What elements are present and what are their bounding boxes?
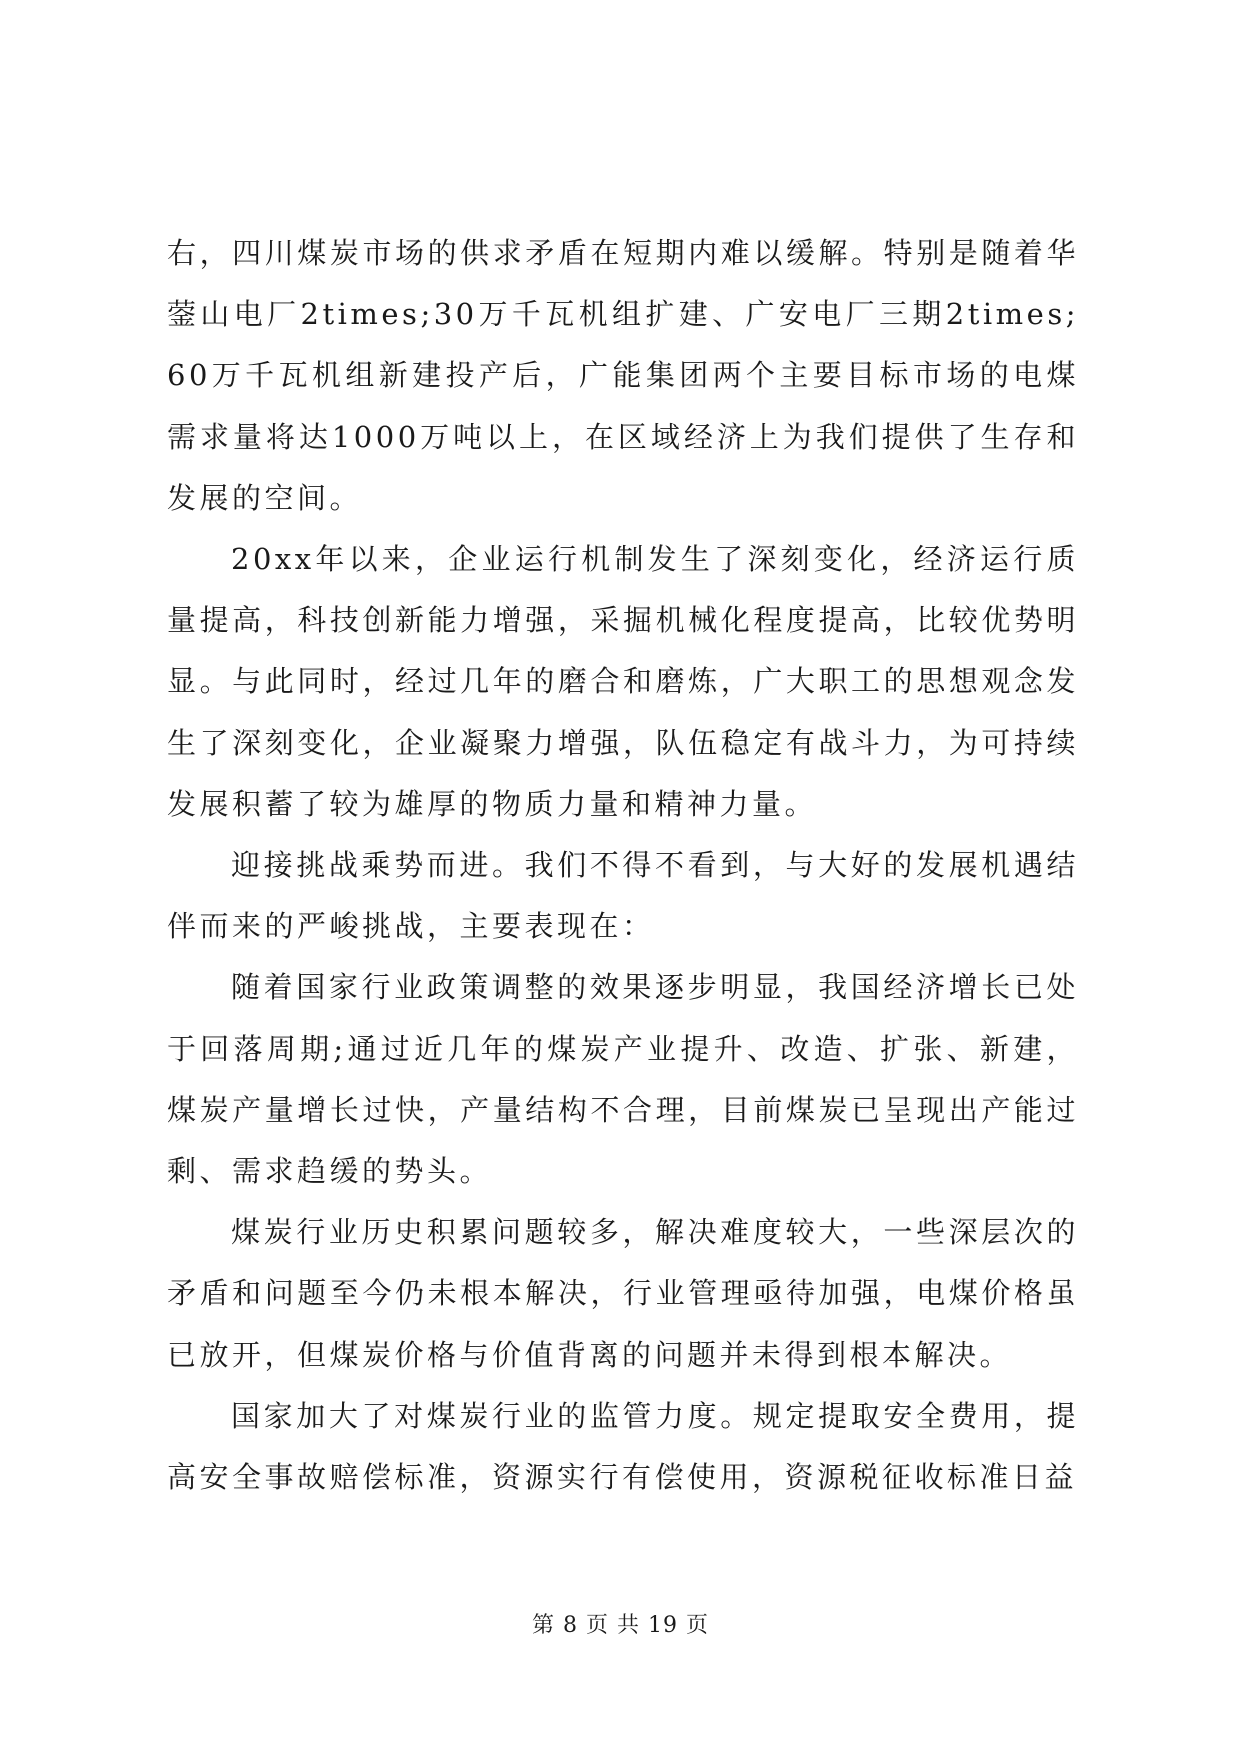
paragraph: 随着国家行业政策调整的效果逐步明显，我国经济增长已处于回落周期;通过近几年的煤炭产业提升、改造、扩张、新建，煤炭产量增长过快，产量结构不合理，目前煤炭已呈现出产能过剩、需求趋缓的势头。 xyxy=(167,970,1079,1189)
paragraph: 国家加大了对煤炭行业的监管力度。规定提取安全费用，提高安全事故赔偿标准，资源实行有偿使用，资源税征收标准日益 xyxy=(167,1398,1079,1495)
paragraph: 20xx年以来，企业运行机制发生了深刻变化，经济运行质量提高，科技创新能力增强，采掘机械化程度提高，比较优势明显。与此同时，经过几年的磨合和磨炼，广大职工的思想观念发生了深刻变化，企业凝聚力增强，队伍稳定有战斗力，为可持续发展积蓄了较为雄厚的物质力量和精神力量。 xyxy=(167,542,1079,821)
paragraph-continuation: 右，四川煤炭市场的供求矛盾在短期内难以缓解。特别是随着华蓥山电厂2times;30万千瓦机组扩建、广安电厂三期2times;60万千瓦机组新建投产后，广能集团两个主要目标市场的电煤需求量将达1000万吨以上，在区域经济上为我们提供了生存和发展的空间。 xyxy=(167,236,1079,515)
paragraph: 迎接挑战乘势而进。我们不得不看到，与大好的发展机遇结伴而来的严峻挑战，主要表现在： xyxy=(167,848,1079,944)
document-body xyxy=(167,223,1079,1508)
paragraph: 煤炭行业历史积累问题较多，解决难度较大，一些深层次的矛盾和问题至今仍未根本解决，行业管理亟待加强，电煤价格虽已放开，但煤炭价格与价值背离的问题并未得到根本解决。 xyxy=(167,1215,1079,1372)
page-number-footer: 第 8 页 共 19 页 xyxy=(532,1613,709,1638)
